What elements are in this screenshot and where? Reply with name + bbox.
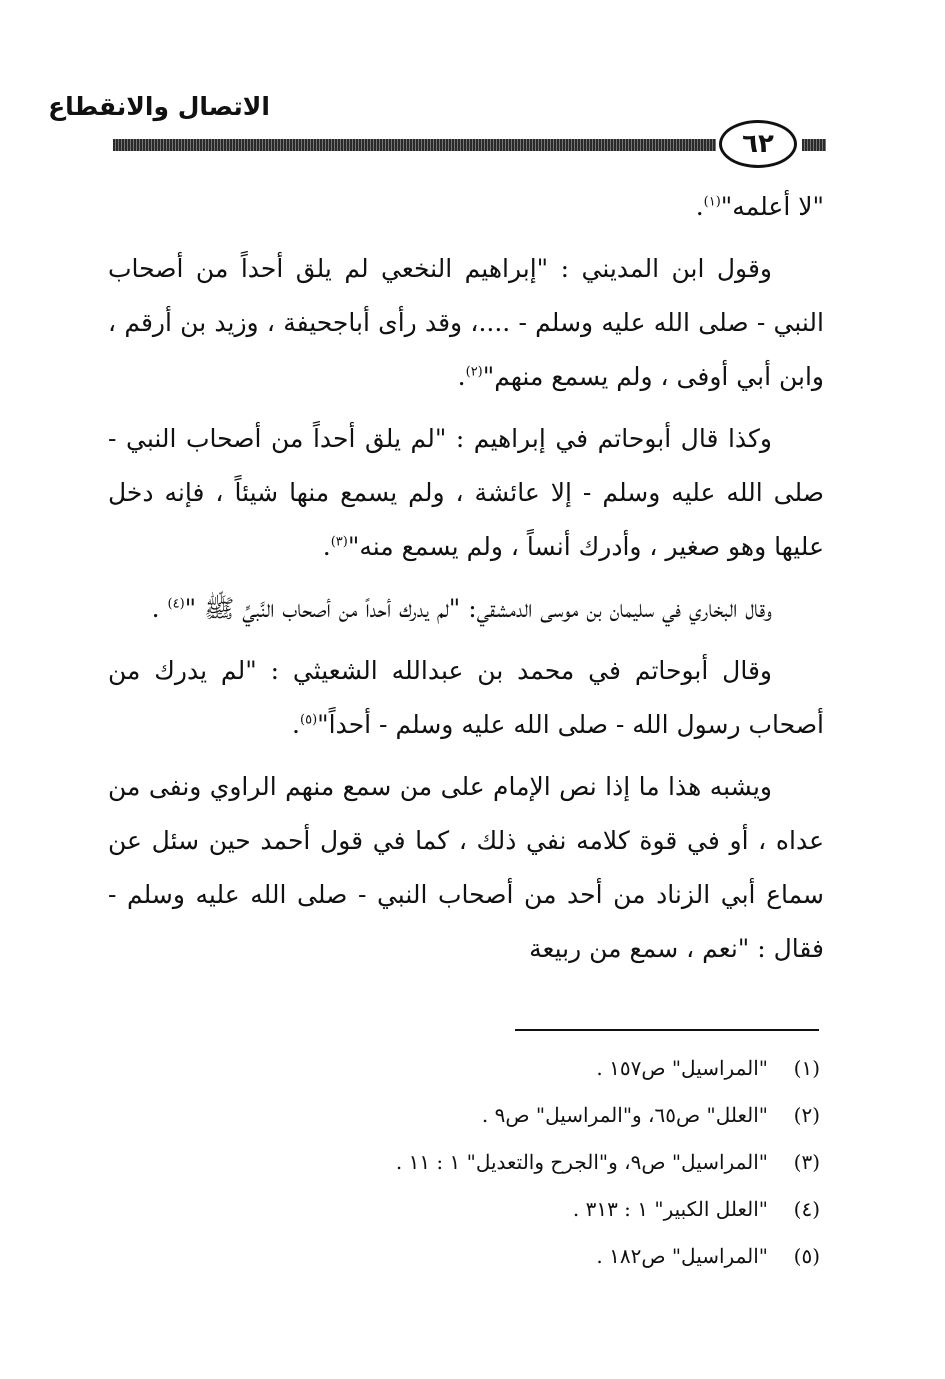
footnote-text: "العلل الكبير" ١ : ٣١٣ . bbox=[572, 1197, 768, 1221]
footnote-separator bbox=[515, 1029, 819, 1031]
page-number-badge: ٦٢ bbox=[719, 120, 797, 168]
header-rule bbox=[113, 139, 716, 151]
footnote-text: "العلل" ص٦٥، و"المراسيل" ص٩ . bbox=[481, 1103, 768, 1127]
paragraph: "لا أعلمه"$^{(١)}$. bbox=[695, 192, 824, 221]
paragraph: وكذا قال أبوحاتم في إبراهيم : "لم يلق أحداً من أصحاب النبي - صلى الله عليه وسلم - إلا عائشة ، ولم يسمع منها شيئاً ، فإنه دخل عليها وهو صغير ، وأدرك أنساً ، ولم يسمع منه"$^{(٣)}$. bbox=[108, 424, 824, 561]
paragraph: وقال البخاري في سليمان بن موسى الدمشقي: "لم يدرك أحداً من أصحاب النَّبيِّ ﷺ "$^{(٤)}$ . bbox=[151, 594, 772, 623]
footnote-reference: (٥) bbox=[300, 712, 318, 728]
paragraph: ويشبه هذا ما إذا نص الإمام على من سمع منهم الراوي ونفى من عداه ، أو في قوة كلامه نفي ذلك ، كما في قول أحمد حين سئل عن سماع أبي الزناد من أحد من أصحاب النبي - صلى الله عليه وسلم - فقال : "نعم ، سمع من ربيعة bbox=[108, 772, 825, 963]
footnote-text: "المراسيل" ص١٥٧ . bbox=[596, 1056, 768, 1080]
footnote-text: "المراسيل" ص١٨٢ . bbox=[596, 1244, 768, 1268]
running-header-title: الاتصال والانقطاع bbox=[48, 92, 270, 121]
footnote-number: (٤) bbox=[793, 1197, 820, 1221]
paragraph: وقول ابن المديني : "إبراهيم النخعي لم يلق أحداً من أصحاب النبي - صلى الله عليه وسلم - ....، وقد رأى أباجحيفة ، وزيد بن أرقم ، وابن أبي أوفى ، ولم يسمع منهم"$^{(٢)}$. bbox=[108, 254, 824, 391]
paragraph: وقال أبوحاتم في محمد بن عبدالله الشعيثي : "لم يدرك من أصحاب رسول الله - صلى الله عليه وسلم - أحداً"$^{(٥)}$. bbox=[108, 656, 824, 739]
footnotes bbox=[380, 1045, 820, 1280]
footnote-number: (٥) bbox=[793, 1244, 820, 1268]
footnote-item bbox=[380, 1139, 820, 1186]
footnote-text: "المراسيل" ص٩، و"الجرح والتعديل" ١ : ١١ . bbox=[395, 1150, 768, 1174]
footnote-item bbox=[380, 1233, 820, 1280]
footnote-item bbox=[380, 1045, 820, 1092]
footnote-number: (٣) bbox=[793, 1150, 820, 1174]
footnote-reference: (١) bbox=[703, 194, 721, 210]
header-rule-end bbox=[802, 139, 826, 151]
footnote-item bbox=[380, 1186, 820, 1233]
body-text bbox=[108, 180, 824, 984]
footnote-item bbox=[380, 1092, 820, 1139]
footnote-reference: (٤) bbox=[167, 596, 185, 612]
footnote-reference: (٢) bbox=[465, 364, 483, 380]
footnote-reference: (٣) bbox=[330, 534, 348, 550]
footnote-number: (١) bbox=[793, 1056, 820, 1080]
footnote-number: (٢) bbox=[793, 1103, 820, 1127]
